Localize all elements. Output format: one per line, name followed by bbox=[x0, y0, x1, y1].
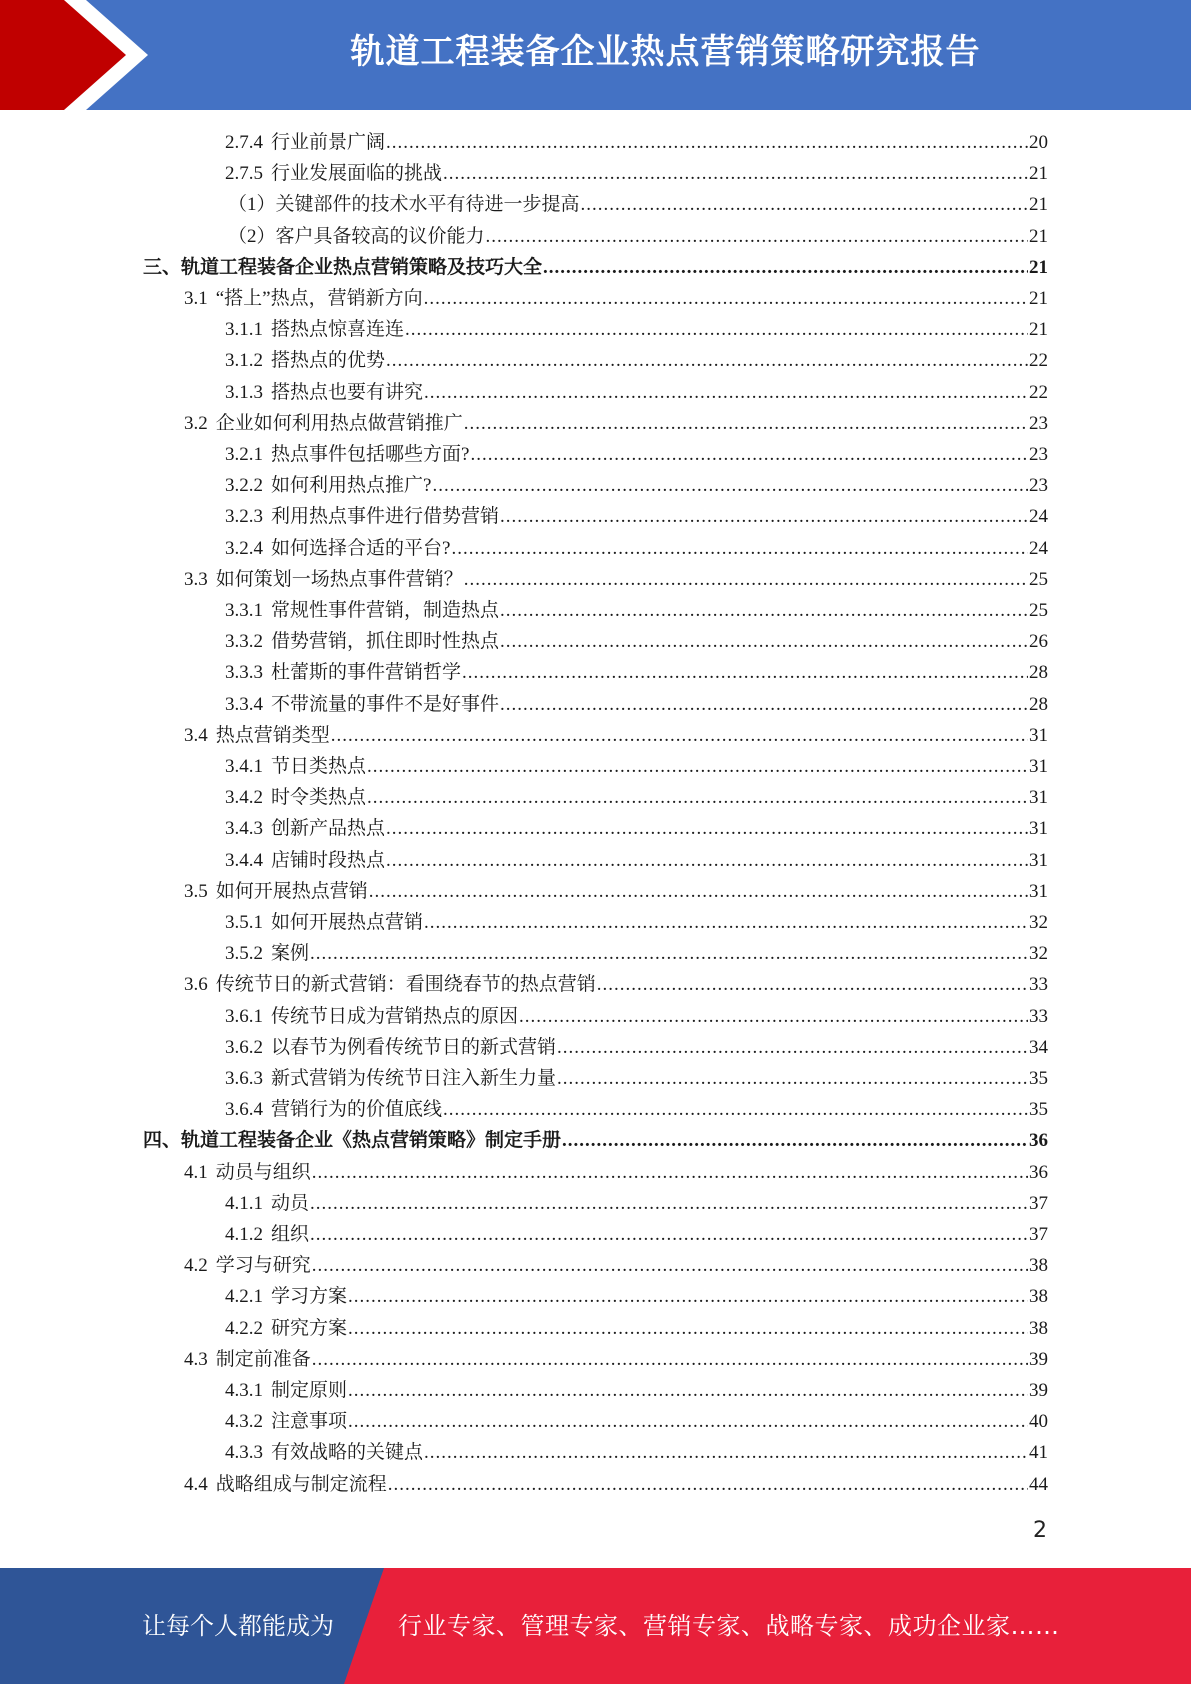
toc-leader-dots bbox=[470, 439, 1028, 470]
toc-leader-dots bbox=[388, 1469, 1028, 1500]
toc-entry-number: 4.2.1 bbox=[225, 1286, 263, 1307]
toc-entry-number: 2.7.5 bbox=[225, 163, 263, 184]
toc-entry-title: 搭热点惊喜连连 bbox=[271, 319, 405, 340]
toc-entry-number: 3.4.4 bbox=[225, 850, 263, 871]
toc-entry[interactable] bbox=[225, 1188, 1048, 1219]
toc-leader-dots bbox=[500, 501, 1028, 532]
toc-entry-page: 44 bbox=[1029, 1474, 1048, 1495]
toc-entry[interactable] bbox=[225, 1375, 1048, 1406]
toc-entry[interactable] bbox=[225, 938, 1048, 969]
toc-entry-number: 3.4 bbox=[184, 725, 208, 746]
toc-entry-title: 制定前准备 bbox=[215, 1349, 311, 1370]
toc-entry-title: （1）关键部件的技术水平有待进一步提高 bbox=[228, 194, 580, 215]
toc-entry-number: 3.1.1 bbox=[225, 319, 263, 340]
toc-entry-title: 动员 bbox=[271, 1193, 310, 1214]
toc-entry-title: 店铺时段热点 bbox=[271, 850, 386, 871]
report-title: 轨道工程装备企业热点营销策略研究报告 bbox=[350, 32, 981, 72]
toc-leader-dots bbox=[310, 1219, 1028, 1250]
toc-entry-page: 35 bbox=[1029, 1068, 1048, 1089]
toc-entry[interactable] bbox=[225, 158, 1048, 189]
toc-entry-page: 31 bbox=[1029, 818, 1048, 839]
toc-leader-dots bbox=[312, 1344, 1028, 1375]
toc-entry-page: 21 bbox=[1029, 257, 1048, 278]
toc-leader-dots bbox=[581, 189, 1028, 220]
toc-entry-number: 3.4.1 bbox=[225, 756, 263, 777]
toc-entry-title: 杜蕾斯的事件营销哲学 bbox=[271, 662, 462, 683]
toc-entry-page: 25 bbox=[1029, 600, 1048, 621]
toc-leader-dots bbox=[443, 1094, 1028, 1125]
toc-entry-number: 3.5.1 bbox=[225, 912, 263, 933]
toc-entry-page: 21 bbox=[1029, 163, 1048, 184]
toc-entry-page: 41 bbox=[1029, 1442, 1048, 1463]
toc-entry-number: 3.5 bbox=[184, 881, 208, 902]
toc-entry-number: 3.3.3 bbox=[225, 662, 263, 683]
toc-entry-title: 借势营销，抓住即时性热点 bbox=[271, 631, 500, 652]
toc-entry-page: 26 bbox=[1029, 631, 1048, 652]
toc-entry-page: 39 bbox=[1029, 1349, 1048, 1370]
toc-entry-title: 案例 bbox=[271, 943, 310, 964]
toc-entry-title: 搭热点的优势 bbox=[271, 350, 386, 371]
toc-entry-title: 制定原则 bbox=[271, 1380, 348, 1401]
toc-leader-dots bbox=[424, 907, 1028, 938]
toc-entry-title: 如何开展热点营销 bbox=[271, 912, 424, 933]
toc-leader-dots bbox=[557, 1032, 1028, 1063]
toc-entry-number: 3.4.2 bbox=[225, 787, 263, 808]
toc-leader-dots bbox=[486, 221, 1028, 252]
toc-entry-title: 创新产品热点 bbox=[271, 818, 386, 839]
toc-entry-number: 4.3.3 bbox=[225, 1442, 263, 1463]
toc-entry[interactable] bbox=[225, 439, 1048, 470]
toc-entry-number: 3.3.4 bbox=[225, 694, 263, 715]
toc-entry[interactable] bbox=[225, 1032, 1048, 1063]
toc-leader-dots bbox=[543, 252, 1028, 283]
toc-entry-page: 40 bbox=[1029, 1411, 1048, 1432]
toc-entry[interactable] bbox=[225, 1094, 1048, 1125]
toc-entry-page: 33 bbox=[1029, 974, 1048, 995]
toc-leader-dots bbox=[519, 1001, 1028, 1032]
toc-entry-page: 28 bbox=[1029, 694, 1048, 715]
toc-entry-page: 23 bbox=[1029, 475, 1048, 496]
toc-entry-title: 时令类热点 bbox=[271, 787, 367, 808]
toc-entry-title: 热点营销类型 bbox=[215, 725, 330, 746]
toc-entry-number: 4.1.2 bbox=[225, 1224, 263, 1245]
toc-entry-title: 如何策划一场热点事件营销？ bbox=[215, 569, 463, 590]
toc-entry[interactable] bbox=[225, 689, 1048, 720]
toc-entry-number: 3.2.1 bbox=[225, 444, 263, 465]
toc-entry-title: 传统节日成为营销热点的原因 bbox=[271, 1006, 519, 1027]
toc-entry-number: 2.7.4 bbox=[225, 132, 263, 153]
page-number: 2 bbox=[1033, 1518, 1047, 1543]
toc-entry-page: 36 bbox=[1029, 1162, 1048, 1183]
toc-entry-title: 组织 bbox=[271, 1224, 310, 1245]
toc-leader-dots bbox=[386, 127, 1028, 158]
toc-entry-page: 24 bbox=[1029, 506, 1048, 527]
toc-entry[interactable] bbox=[225, 907, 1048, 938]
toc-entry[interactable] bbox=[225, 127, 1048, 158]
toc-entry-number: 3.2.2 bbox=[225, 475, 263, 496]
toc-entry-page: 28 bbox=[1029, 662, 1048, 683]
toc-entry-page: 31 bbox=[1029, 725, 1048, 746]
toc-leader-dots bbox=[597, 969, 1028, 1000]
toc-entry-title: 动员与组织 bbox=[215, 1162, 311, 1183]
toc-leader-dots bbox=[500, 689, 1028, 720]
toc-leader-dots bbox=[348, 1313, 1028, 1344]
toc-leader-dots bbox=[464, 564, 1028, 595]
toc-leader-dots bbox=[462, 657, 1028, 688]
toc-entry-page: 31 bbox=[1029, 881, 1048, 902]
toc-leader-dots bbox=[369, 876, 1028, 907]
toc-entry[interactable] bbox=[184, 1344, 1048, 1375]
toc-entry-page: 21 bbox=[1029, 226, 1048, 247]
toc-entry[interactable] bbox=[184, 1250, 1048, 1281]
toc-entry[interactable] bbox=[228, 189, 1048, 220]
toc-entry-page: 20 bbox=[1029, 132, 1048, 153]
toc-entry-title: 注意事项 bbox=[271, 1411, 348, 1432]
toc-leader-dots bbox=[424, 377, 1028, 408]
toc-leader-dots bbox=[451, 533, 1028, 564]
toc-entry-page: 35 bbox=[1029, 1099, 1048, 1120]
toc-leader-dots bbox=[424, 1437, 1028, 1468]
toc-leader-dots bbox=[500, 595, 1028, 626]
toc-entry-title: 不带流量的事件不是好事件 bbox=[271, 694, 500, 715]
toc-entry-page: 32 bbox=[1029, 912, 1048, 933]
toc-entry-title: 战略组成与制定流程 bbox=[215, 1474, 387, 1495]
toc-entry-title: 营销行为的价值底线 bbox=[271, 1099, 443, 1120]
toc-entry[interactable] bbox=[225, 1063, 1048, 1094]
toc-entry[interactable] bbox=[228, 221, 1048, 252]
toc-leader-dots bbox=[443, 158, 1028, 189]
toc-leader-dots bbox=[464, 408, 1028, 439]
toc-entry[interactable] bbox=[184, 283, 1048, 314]
toc-leader-dots bbox=[432, 470, 1028, 501]
toc-entry-number: 3.5.2 bbox=[225, 943, 263, 964]
toc-entry[interactable] bbox=[143, 252, 1048, 283]
toc-entry-page: 25 bbox=[1029, 569, 1048, 590]
toc-entry[interactable] bbox=[225, 1281, 1048, 1312]
toc-entry[interactable] bbox=[184, 720, 1048, 751]
toc-entry[interactable] bbox=[184, 969, 1048, 1000]
toc-entry[interactable] bbox=[225, 657, 1048, 688]
toc-entry[interactable] bbox=[225, 1406, 1048, 1437]
toc-entry-page: 38 bbox=[1029, 1318, 1048, 1339]
toc-entry-page: 37 bbox=[1029, 1224, 1048, 1245]
toc-entry-number: 4.2 bbox=[184, 1255, 208, 1276]
toc-entry-page: 38 bbox=[1029, 1255, 1048, 1276]
toc-entry-page: 38 bbox=[1029, 1286, 1048, 1307]
toc-entry-number: 3.6 bbox=[184, 974, 208, 995]
toc-entry-number: 3.1.3 bbox=[225, 382, 263, 403]
toc-entry[interactable] bbox=[225, 501, 1048, 532]
toc-entry-title: 研究方案 bbox=[271, 1318, 348, 1339]
toc-entry-number: 3.3.1 bbox=[225, 600, 263, 621]
toc-entry-title: 如何选择合适的平台? bbox=[271, 538, 451, 559]
toc-entry-number: 4.3.1 bbox=[225, 1380, 263, 1401]
footer-slogan-left: 让每个人都能成为 bbox=[142, 1612, 334, 1640]
toc-leader-dots bbox=[312, 1250, 1028, 1281]
toc-entry-page: 22 bbox=[1029, 382, 1048, 403]
toc-entry[interactable] bbox=[225, 1437, 1048, 1468]
toc-entry-number: 4.3.2 bbox=[225, 1411, 263, 1432]
toc-entry-title: 搭热点也要有讲究 bbox=[271, 382, 424, 403]
toc-leader-dots bbox=[386, 845, 1028, 876]
toc-entry[interactable] bbox=[225, 314, 1048, 345]
toc-entry-page: 23 bbox=[1029, 444, 1048, 465]
toc-entry-number: 3.1.2 bbox=[225, 350, 263, 371]
toc-entry[interactable] bbox=[225, 1001, 1048, 1032]
toc-entry-title: 行业发展面临的挑战 bbox=[271, 163, 443, 184]
toc-leader-dots bbox=[424, 283, 1028, 314]
toc-entry-page: 21 bbox=[1029, 194, 1048, 215]
toc-entry-title: 利用热点事件进行借势营销 bbox=[271, 506, 500, 527]
toc-entry-title: 企业如何利用热点做营销推广 bbox=[215, 413, 463, 434]
toc-entry-number: 3.6.1 bbox=[225, 1006, 263, 1027]
toc-entry[interactable] bbox=[225, 377, 1048, 408]
toc-entry-number: 3.2.4 bbox=[225, 538, 263, 559]
toc-entry[interactable] bbox=[225, 1219, 1048, 1250]
toc-entry[interactable] bbox=[143, 1125, 1048, 1156]
toc-entry-number: 3.3.2 bbox=[225, 631, 263, 652]
toc-leader-dots bbox=[405, 314, 1028, 345]
toc-entry-title: 新式营销为传统节日注入新生力量 bbox=[271, 1068, 557, 1089]
toc-entry[interactable] bbox=[184, 564, 1048, 595]
toc-entry-page: 31 bbox=[1029, 787, 1048, 808]
page-header bbox=[0, 0, 1191, 110]
toc-entry-title: 有效战略的关键点 bbox=[271, 1442, 424, 1463]
toc-entry-page: 32 bbox=[1029, 943, 1048, 964]
toc-entry-title: 三、轨道工程装备企业热点营销策略及技巧大全 bbox=[143, 257, 543, 278]
toc-entry-title: 四、轨道工程装备企业《热点营销策略》制定手册 bbox=[143, 1130, 562, 1151]
toc-leader-dots bbox=[312, 1157, 1028, 1188]
toc-entry-title: （2）客户具备较高的议价能力 bbox=[228, 226, 485, 247]
toc-leader-dots bbox=[367, 782, 1028, 813]
toc-entry-page: 37 bbox=[1029, 1193, 1048, 1214]
toc-leader-dots bbox=[310, 1188, 1028, 1219]
toc-entry-number: 4.3 bbox=[184, 1349, 208, 1370]
toc-entry-number: 3.1 bbox=[184, 288, 208, 309]
toc-entry-title: 行业前景广阔 bbox=[271, 132, 386, 153]
toc-entry[interactable] bbox=[184, 1157, 1048, 1188]
toc-entry-number: 4.1.1 bbox=[225, 1193, 263, 1214]
toc-entry-page: 39 bbox=[1029, 1380, 1048, 1401]
toc-entry-number: 3.6.3 bbox=[225, 1068, 263, 1089]
toc-entry-page: 31 bbox=[1029, 850, 1048, 871]
toc-entry-page: 33 bbox=[1029, 1006, 1048, 1027]
toc-entry[interactable] bbox=[225, 533, 1048, 564]
footer-slogan-right: 行业专家、管理专家、营销专家、战略专家、成功企业家…… bbox=[398, 1612, 1060, 1640]
toc-entry-page: 23 bbox=[1029, 413, 1048, 434]
toc-leader-dots bbox=[557, 1063, 1028, 1094]
toc-entry[interactable] bbox=[225, 345, 1048, 376]
toc-entry[interactable] bbox=[225, 751, 1048, 782]
toc-leader-dots bbox=[348, 1281, 1028, 1312]
toc-entry-page: 21 bbox=[1029, 319, 1048, 340]
toc-leader-dots bbox=[500, 626, 1028, 657]
toc-entry-title: 常规性事件营销，制造热点 bbox=[271, 600, 500, 621]
toc-entry[interactable] bbox=[184, 408, 1048, 439]
toc-entry-page: 31 bbox=[1029, 756, 1048, 777]
toc-leader-dots bbox=[386, 813, 1028, 844]
toc-entry[interactable] bbox=[225, 782, 1048, 813]
toc-entry-number: 4.2.2 bbox=[225, 1318, 263, 1339]
toc-leader-dots bbox=[562, 1125, 1028, 1156]
toc-entry-number: 3.2.3 bbox=[225, 506, 263, 527]
toc-entry-title: 如何开展热点营销 bbox=[215, 881, 368, 902]
toc-leader-dots bbox=[331, 720, 1028, 751]
toc-entry-title: 热点事件包括哪些方面? bbox=[271, 444, 470, 465]
toc-leader-dots bbox=[310, 938, 1028, 969]
toc-entry[interactable] bbox=[184, 1469, 1048, 1500]
toc-entry-number: 3.6.2 bbox=[225, 1037, 263, 1058]
toc-entry-title: 如何利用热点推广? bbox=[271, 475, 432, 496]
toc-entry[interactable] bbox=[225, 626, 1048, 657]
toc-entry-page: 34 bbox=[1029, 1037, 1048, 1058]
toc-entry-title: “搭上”热点，营销新方向 bbox=[215, 288, 423, 309]
toc-entry-page: 21 bbox=[1029, 288, 1048, 309]
toc-leader-dots bbox=[348, 1375, 1028, 1406]
toc-entry-number: 3.4.3 bbox=[225, 818, 263, 839]
toc-leader-dots bbox=[367, 751, 1028, 782]
toc-leader-dots bbox=[386, 345, 1028, 376]
toc-entry[interactable] bbox=[225, 813, 1048, 844]
toc-entry-page: 22 bbox=[1029, 350, 1048, 371]
toc-entry-title: 以春节为例看传统节日的新式营销 bbox=[271, 1037, 557, 1058]
toc-entry-title: 节日类热点 bbox=[271, 756, 367, 777]
toc-entry-number: 4.1 bbox=[184, 1162, 208, 1183]
toc-entry[interactable] bbox=[225, 470, 1048, 501]
toc-entry-title: 学习方案 bbox=[271, 1286, 348, 1307]
toc-entry[interactable] bbox=[225, 845, 1048, 876]
toc-entry-page: 24 bbox=[1029, 538, 1048, 559]
toc-leader-dots bbox=[348, 1406, 1028, 1437]
toc-entry-number: 3.3 bbox=[184, 569, 208, 590]
toc-entry-number: 3.2 bbox=[184, 413, 208, 434]
toc-entry[interactable] bbox=[184, 876, 1048, 907]
page-footer bbox=[0, 1568, 1191, 1684]
toc-entry-number: 3.6.4 bbox=[225, 1099, 263, 1120]
toc-entry-page: 36 bbox=[1029, 1130, 1048, 1151]
toc-entry-title: 传统节日的新式营销：看围绕春节的热点营销 bbox=[215, 974, 596, 995]
toc-entry[interactable] bbox=[225, 595, 1048, 626]
toc-entry[interactable] bbox=[225, 1313, 1048, 1344]
toc-entry-number: 4.4 bbox=[184, 1474, 208, 1495]
toc-entry-title: 学习与研究 bbox=[215, 1255, 311, 1276]
